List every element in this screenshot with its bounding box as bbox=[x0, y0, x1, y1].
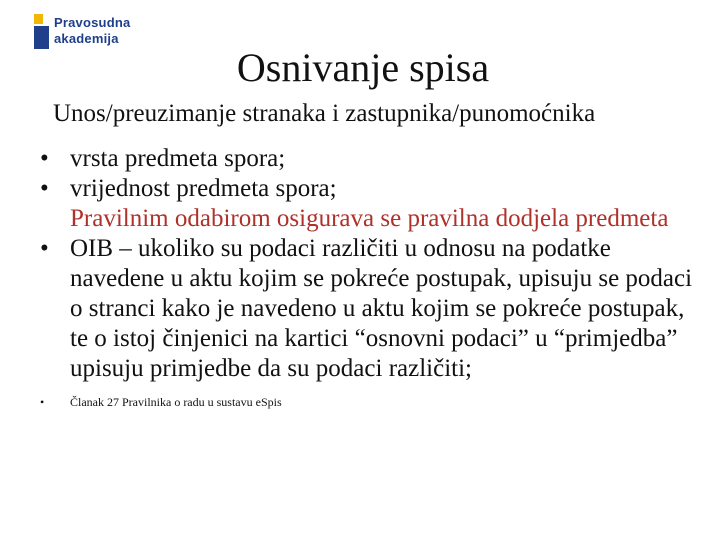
bullet-icon: • bbox=[40, 235, 49, 262]
slide-subtitle: Unos/preuzimanje stranaka i zastupnika/punomoćnika bbox=[53, 100, 596, 127]
logo-line-2: akademija bbox=[54, 31, 119, 46]
highlight-note: Pravilnim odabirom osigurava se pravilna dodjela predmeta bbox=[70, 205, 669, 232]
bullet-item: • vrsta predmeta spora; bbox=[40, 145, 286, 172]
bullet-list bbox=[40, 144, 700, 410]
bullet-icon: • bbox=[40, 175, 49, 202]
bullet-icon: • bbox=[40, 145, 49, 172]
slide-title: Osnivanje spisa bbox=[236, 45, 490, 90]
bullet-icon: • bbox=[40, 395, 45, 409]
bullet-item-footnote: • Članak 27 Pravilnika o radu u sustavu eSpis bbox=[40, 395, 282, 409]
bullet-item: • vrijednost predmeta spora; bbox=[40, 175, 337, 202]
logo-line-1: Pravosudna bbox=[54, 15, 131, 30]
bullet-item: • OIB – ukoliko su podaci različiti u odnosu na podatke navedene u aktu kojim se pokreće postupak, upisuju se podaci o stranci kako je navedeno u aktu kojim se pokreće postupak, te o istoj činjenici na kartici “osnovni podaci” u “primjedba” upisuju primjedbe da su podaci različiti; bbox=[40, 235, 693, 382]
